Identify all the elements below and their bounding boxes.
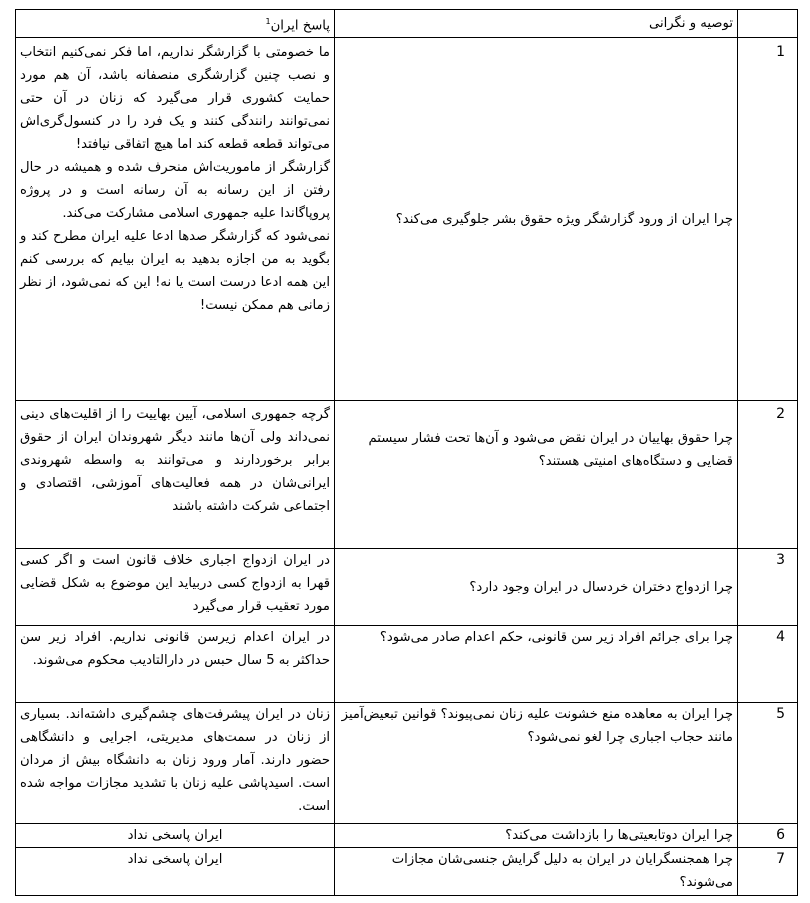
header-response-label: پاسخ ایران [270, 18, 330, 34]
table-row [16, 703, 798, 824]
response-paragraph: در ایران اعدام زیرسن قانونی نداریم. افراد زیر سن حداکثر به 5 سال حبس در دارالتادیب محکوم می‌شوند. [20, 630, 330, 669]
recommendation-cell: چرا ایران به معاهده منع خشونت علیه زنان نمی‌پیوند؟ قوانین تبعیض‌آمیز مانند حجاب اجباری چرا لغو نمی‌شود؟ [335, 703, 738, 824]
response-cell [16, 824, 335, 848]
response-paragraph: زنان در ایران پیشرفت‌های چشم‌گیری داشته‌اند. بسیاری از زنان در سمت‌های مدیریتی، اجرایی و دانشگاهی حضور دارند. آمار ورود زنان به دانشگاه بیش از مردان است. اسیدپاشی علیه زنان با تشدید مجازات مواجه شده است. [20, 707, 330, 815]
row-number: 5 [738, 703, 798, 824]
response-paragraph: ما خصومتی با گزارشگر نداریم، اما فکر نمی‌کنیم انتخاب و نصب چنین گزارشگری منصفانه باشد، آن هم مورد حمایت کشوری قرار می‌گیرد که زنان در آن حتی نمی‌توانند رانندگی کنند و یک فرد را در کنسول‌گری‌اش می‌تواند قطعه قطعه کند اما هیچ اتفاقی نیافتد! [20, 45, 330, 153]
recommendation-cell: چرا ایران از ورود گزارشگر ویژه حقوق بشر جلوگیری می‌کند؟ [335, 38, 738, 401]
response-cell [16, 401, 335, 549]
table-header-row [16, 10, 798, 38]
response-paragraph: در ایران ازدواج اجباری خلاف قانون است و اگر کسی قهرا به ازدواج کسی دربیاید این موضوع به شکل قضایی مورد تعقیب قرار می‌گیرد [20, 553, 330, 615]
header-recommendation-cell: توصیه و نگرانی [335, 10, 738, 38]
table-row [16, 549, 798, 626]
recommendations-table [15, 9, 798, 896]
response-cell [16, 626, 335, 703]
table-row [16, 626, 798, 703]
response-paragraph: نمی‌شود که گزارشگر صدها ادعا علیه ایران مطرح کند و بگوید به من اجازه بدهید به ایران بیایم که بررسی کنم این همه ادعا درست است یا نه! این که نمی‌شود، از نظر زمانی هم ممکن نیست! [20, 229, 330, 314]
row-number: 6 [738, 824, 798, 848]
recommendation-cell: چرا ایران دوتابعیتی‌ها را بازداشت می‌کند؟ [335, 824, 738, 848]
recommendation-cell: چرا برای جرائم افراد زیر سن قانونی، حکم اعدام صادر می‌شود؟ [335, 626, 738, 703]
row-number: 4 [738, 626, 798, 703]
header-number-cell [738, 10, 798, 38]
response-paragraph: گرچه جمهوری اسلامی، آیین بهاییت را از اقلیت‌های دینی نمی‌داند ولی آن‌ها مانند دیگر شهروندان ایران از حقوق برابر برخوردارند و می‌توانند به واسطه شهروندی ایرانی‌شان در همه فعالیت‌های آموزشی، اقتصادی و اجتماعی شرکت داشته باشند [20, 407, 330, 515]
footnote-mark: 1 [265, 17, 271, 26]
response-cell [16, 703, 335, 824]
response-paragraph: ایران پاسخی نداد [127, 828, 223, 844]
response-paragraph: ایران پاسخی نداد [127, 852, 223, 868]
row-number: 2 [738, 401, 798, 549]
table-row [16, 38, 798, 401]
row-number: 7 [738, 848, 798, 896]
response-cell [16, 848, 335, 896]
row-number: 1 [738, 38, 798, 401]
recommendation-cell: چرا حقوق بهاییان در ایران نقض می‌شود و آن‌ها تحت فشار سیستم قضایی و دستگاه‌های امنیتی هستند؟ [335, 401, 738, 549]
response-cell [16, 38, 335, 401]
header-response-cell [16, 10, 335, 38]
table-row [16, 401, 798, 549]
recommendation-cell: چرا همجنسگرایان در ایران به دلیل گرایش جنسی‌شان مجازات می‌شوند؟ [335, 848, 738, 896]
row-number: 3 [738, 549, 798, 626]
response-cell [16, 549, 335, 626]
table-row [16, 848, 798, 896]
recommendation-cell: چرا ازدواج دختران خردسال در ایران وجود دارد؟ [335, 549, 738, 626]
response-paragraph: گزارشگر از ماموریت‌اش منحرف شده و همیشه در حال رفتن از این رسانه به آن رسانه است و در پروژه پروپاگاندا علیه جمهوری اسلامی مشارکت می‌کند. [20, 160, 330, 222]
table-row [16, 824, 798, 848]
